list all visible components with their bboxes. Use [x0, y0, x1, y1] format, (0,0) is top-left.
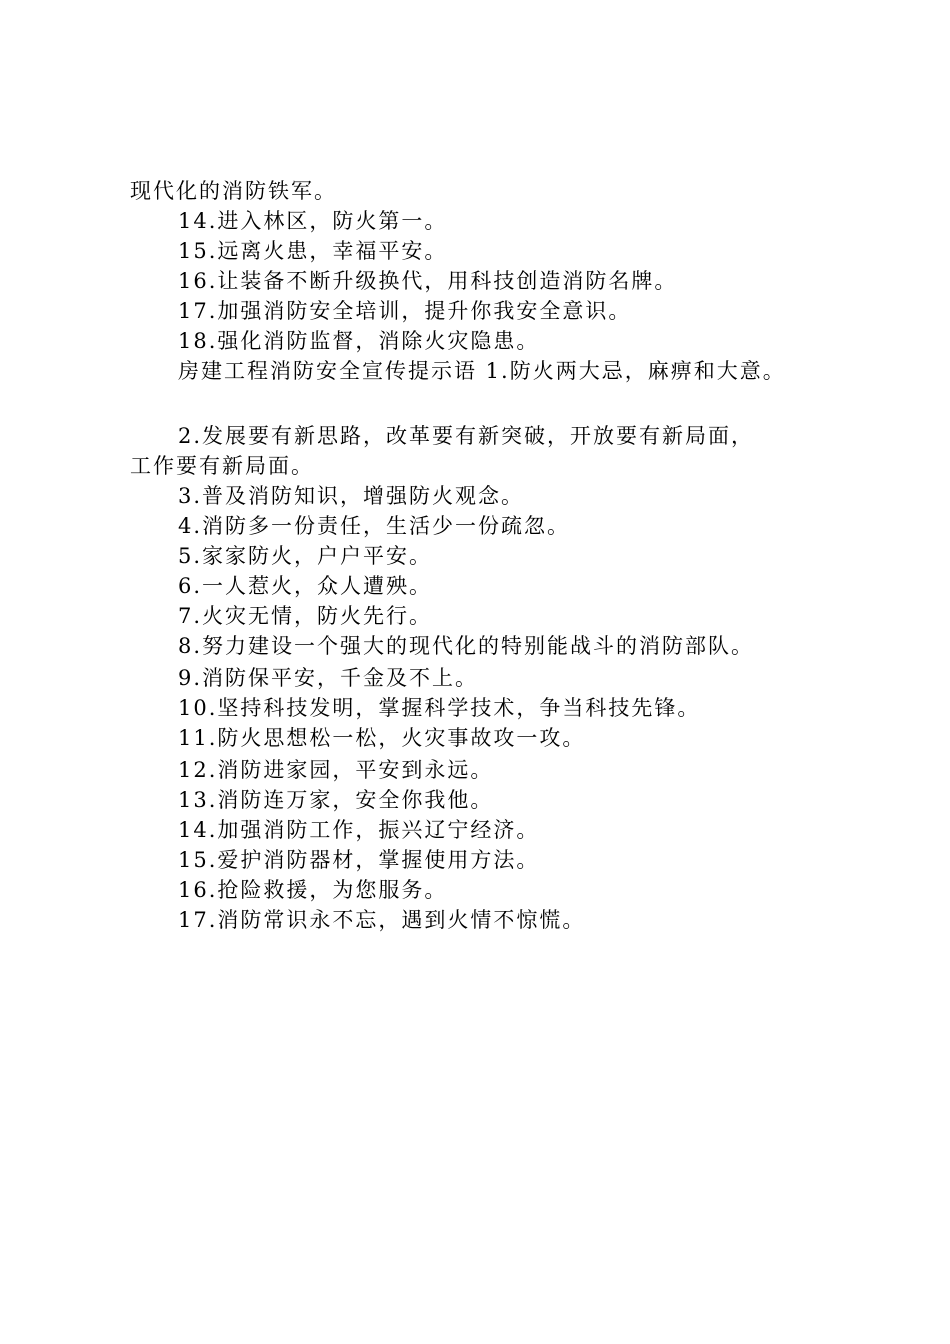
text-line: 8.努力建设一个强大的现代化的特别能战斗的消防部队。	[178, 634, 755, 658]
text-line: 16.让装备不断升级换代，用科技创造消防名牌。	[178, 269, 678, 293]
text-line: 13.消防连万家，安全你我他。	[178, 788, 494, 812]
text-line: 9.消防保平安，千金及不上。	[178, 666, 479, 690]
text-line: 6.一人惹火，众人遭殃。	[178, 574, 433, 598]
text-line: 12.消防进家园，平安到永远。	[178, 758, 494, 782]
text-line: 15.远离火患，幸福平安。	[178, 239, 448, 263]
section-heading-line: 房建工程消防安全宣传提示语 1.防火两大忌，麻痹和大意。	[178, 359, 786, 383]
text-line: 15.爱护消防器材，掌握使用方法。	[178, 848, 540, 872]
text-line: 5.家家防火，户户平安。	[178, 544, 433, 568]
text-line: 18.强化消防监督，消除火灾隐患。	[178, 329, 540, 353]
text-line: 2.发展要有新思路，改革要有新突破，开放要有新局面，	[178, 424, 755, 448]
text-line: 14.进入林区，防火第一。	[178, 209, 448, 233]
text-line: 17.消防常识永不忘，遇到火情不惊慌。	[178, 908, 586, 932]
text-line: 16.抢险救援，为您服务。	[178, 878, 448, 902]
text-line: 11.防火思想松一松，火灾事故攻一攻。	[178, 726, 586, 750]
text-line: 17.加强消防安全培训，提升你我安全意识。	[178, 299, 632, 323]
text-line: 10.坚持科技发明，掌握科学技术，争当科技先锋。	[178, 696, 701, 720]
text-line: 工作要有新局面。	[130, 454, 314, 478]
text-line: 现代化的消防铁军。	[130, 179, 337, 203]
text-line: 7.火灾无情，防火先行。	[178, 604, 433, 628]
text-line: 3.普及消防知识，增强防火观念。	[178, 484, 525, 508]
text-line: 4.消防多一份责任，生活少一份疏忽。	[178, 514, 571, 538]
text-line: 14.加强消防工作，振兴辽宁经济。	[178, 818, 540, 842]
